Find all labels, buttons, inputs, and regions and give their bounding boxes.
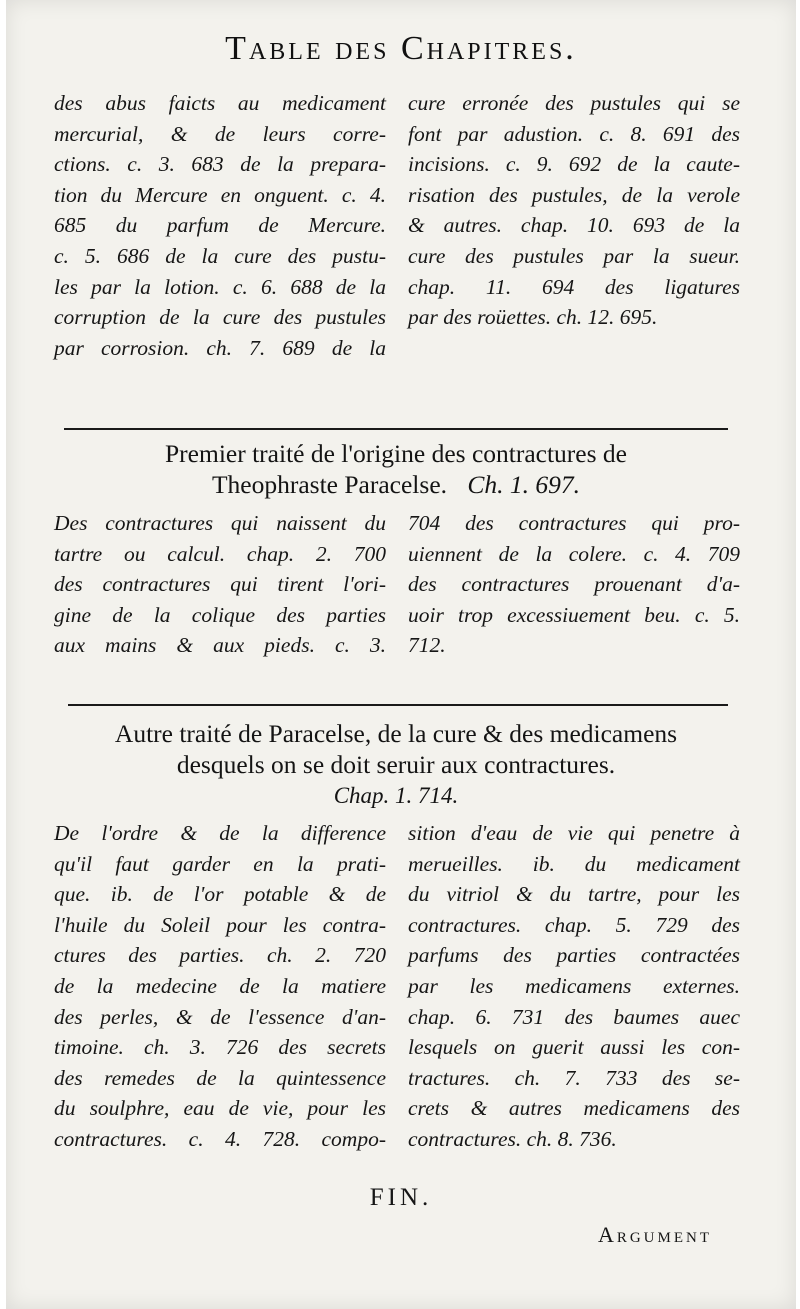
catchword: Argument: [597, 1222, 712, 1247]
text-line: uoir trop excessiuement beu. c. 5.: [408, 602, 740, 627]
section1-right-column: [408, 88, 740, 363]
fin-mark: FIN.: [369, 1184, 433, 1211]
text-line: corruption de la cure des pustules: [54, 305, 386, 330]
text-line: Des contractures qui naissent du: [54, 511, 386, 535]
text-line: par corrosion. ch. 7. 689 de la: [54, 335, 386, 360]
text-line: ctures des parties. ch. 2. 720: [54, 943, 386, 968]
text-line: 712.: [408, 633, 446, 658]
text-line: risation des pustules, de la verole: [408, 182, 740, 207]
text-line: lesquels on guerit aussi les con-: [408, 1035, 740, 1060]
text-line: merueilles. ib. du medicament: [408, 851, 740, 876]
section3-right-column: [408, 818, 740, 1155]
text-line: & autres. chap. 10. 693 de la: [408, 213, 740, 238]
page-header-title: Table des Chapitres.: [225, 30, 577, 67]
text-line: qu'il faut garder en la prati-: [54, 851, 386, 876]
section3-heading: [46, 718, 746, 811]
text-line: des abus faicts au medicament: [54, 91, 386, 115]
text-line: cure des pustules par la sueur.: [408, 243, 740, 268]
text-line: incisions. c. 9. 692 de la caute-: [408, 152, 740, 177]
text-line: des remedes de la quintessence: [54, 1065, 386, 1090]
section2-heading-line2: Theophraste Paracelse.: [211, 470, 448, 499]
text-line: De l'ordre & de la difference: [54, 821, 386, 845]
text-line: mercurial, & de leurs corre-: [54, 121, 386, 146]
text-line: cure erronée des pustules qui se: [408, 91, 740, 115]
section2-heading-line1: Premier traité de l'origine des contractures de: [165, 439, 627, 468]
section2-right-column: [408, 508, 740, 661]
page: [6, 0, 796, 1309]
text-line: aux mains & aux pieds. c. 3.: [54, 633, 386, 658]
section3-left-column: [54, 818, 386, 1155]
text-line: que. ib. de l'or potable & de: [54, 882, 386, 907]
section3-chapter-ref: Chap. 1. 714.: [333, 783, 459, 808]
text-line: contractures. chap. 5. 729 des: [408, 912, 740, 937]
section2-heading: [46, 438, 746, 500]
text-line: timoine. ch. 3. 726 des secrets: [54, 1035, 386, 1060]
text-line: sition d'eau de vie qui penetre à: [408, 821, 740, 845]
text-line: l'huile du Soleil pour les contra-: [54, 912, 386, 937]
text-line: du vitriol & du tartre, pour les: [408, 882, 740, 907]
text-line: 685 du parfum de Mercure.: [54, 213, 386, 238]
text-line: tartre ou calcul. chap. 2. 700: [54, 541, 386, 566]
text-line: parfums des parties contractées: [408, 943, 740, 968]
section3-columns: [54, 818, 740, 1155]
text-line: 704 des contractures qui pro-: [408, 511, 740, 535]
section2-columns: [54, 508, 740, 661]
text-line: par des roüettes. ch. 12. 695.: [408, 305, 658, 330]
text-line: par les medicamens externes.: [408, 973, 740, 998]
text-line: font par adustion. c. 8. 691 des: [408, 121, 740, 146]
section3-heading-line2: desquels on se doit seruir aux contractures.: [176, 750, 616, 779]
section2-chapter-ref: Ch. 1. 697.: [467, 470, 581, 499]
text-line: des contractures prouenant d'a-: [408, 572, 740, 597]
text-line: des perles, & de l'essence d'an-: [54, 1004, 386, 1029]
text-line: du soulphre, eau de vie, pour les: [54, 1096, 386, 1121]
text-line: uiennent de la colere. c. 4. 709: [408, 541, 740, 566]
text-line: crets & autres medicamens des: [408, 1096, 740, 1121]
section3-heading-line1: Autre traité de Paracelse, de la cure & des medicamens: [114, 719, 678, 748]
section1-left-column: [54, 88, 386, 363]
divider-rule: [64, 428, 728, 430]
text-line: des contractures qui tirent l'ori-: [54, 572, 386, 597]
text-line: contractures. ch. 8. 736.: [408, 1126, 617, 1151]
text-line: contractures. c. 4. 728. compo-: [54, 1126, 386, 1151]
text-line: les par la lotion. c. 6. 688 de la: [54, 274, 386, 299]
text-line: tractures. ch. 7. 733 des se-: [408, 1065, 740, 1090]
text-line: gine de la colique des parties: [54, 602, 386, 627]
section1-columns: [54, 88, 740, 363]
text-line: chap. 11. 694 des ligatures: [408, 274, 740, 299]
text-line: c. 5. 686 de la cure des pustu-: [54, 243, 386, 268]
text-line: chap. 6. 731 des baumes auec: [408, 1004, 740, 1029]
text-line: ctions. c. 3. 683 de la prepara-: [54, 152, 386, 177]
text-line: de la medecine de la matiere: [54, 973, 386, 998]
divider-rule: [68, 704, 728, 706]
section2-left-column: [54, 508, 386, 661]
text-line: tion du Mercure en onguent. c. 4.: [54, 182, 386, 207]
